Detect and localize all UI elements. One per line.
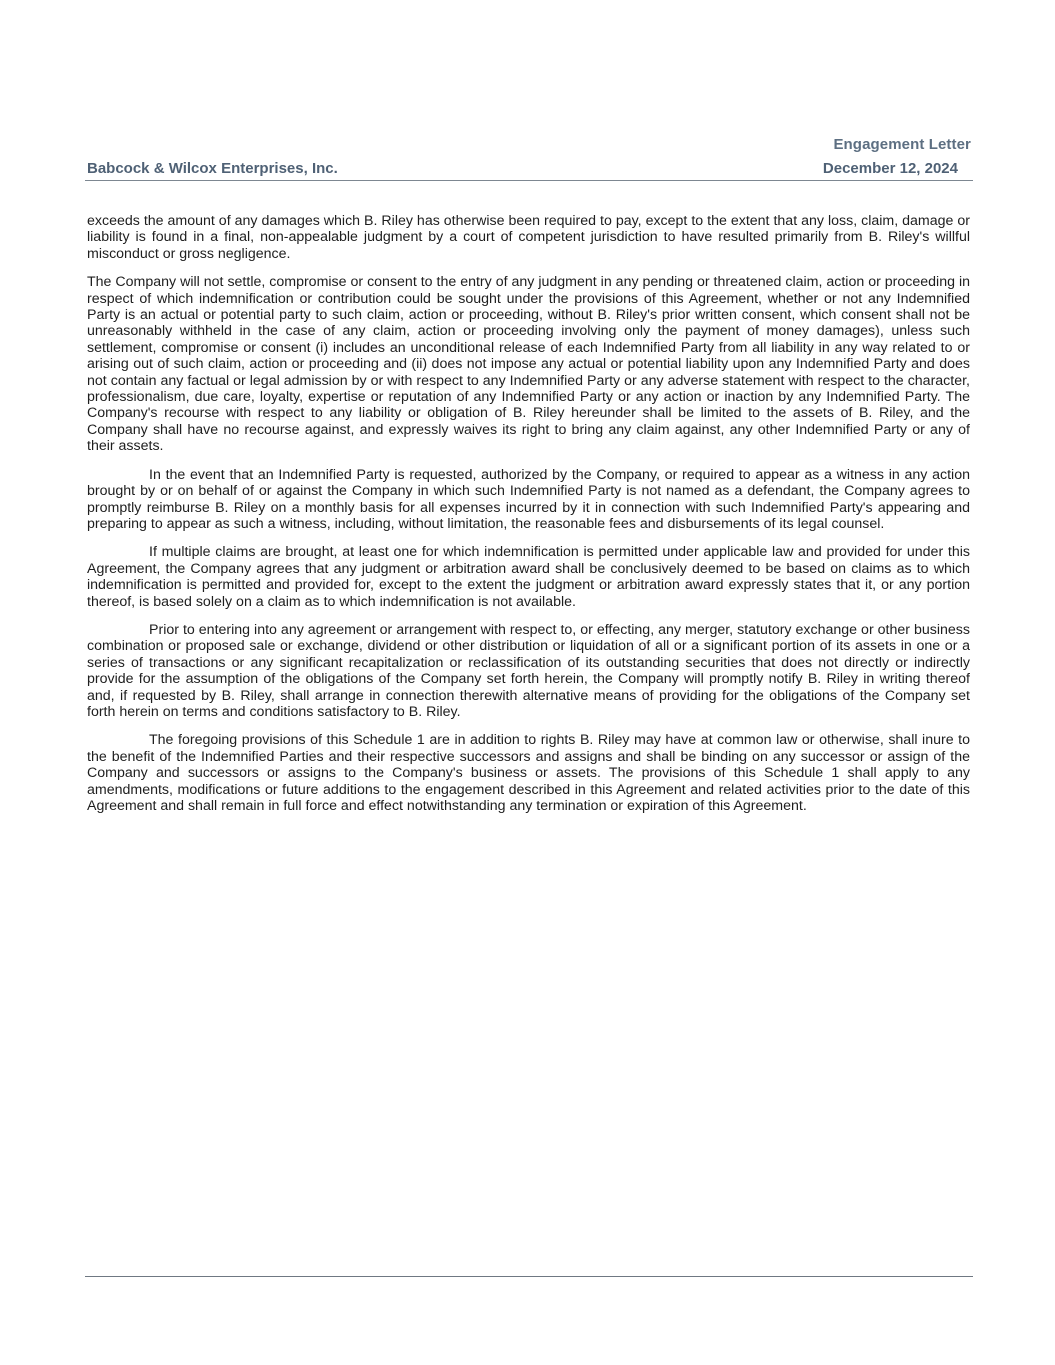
page-header <box>87 160 972 182</box>
paragraph: The Company will not settle, compromise or consent to the entry of any judgment in any pending or threatened claim, action or proceeding in respect of which indemnification or contribution could be sought under the provisions of this Agreement, whether or not any Indemnified Party is an actual or potential party to such claim, action or proceeding, without B. Riley's prior written consent, which consent shall not be unreasonably withheld in the case of any claim, action or proceeding involving only the payment of money damages), unless such settlement, compromise or consent (i) includes an unconditional release of each Indemnified Party from all liability in any way related to or arising out of such claim, action or proceeding and (ii) does not impose any actual or potential liability upon any Indemnified Party and does not contain any factual or legal admission by or with respect to any Indemnified Party or any adverse statement with respect to the character, professionalism, due care, loyalty, expertise or reputation of any Indemnified Party or any action or inaction by any Indemnified Party. The Company's recourse with respect to any liability or obligation of B. Riley hereunder shall be limited to the assets of B. Riley, and the Company shall have no recourse against, and expressly waives its right to bring any claim against, any other Indemnified Party or any of their assets. <box>87 274 970 455</box>
paragraph: Prior to entering into any agreement or arrangement with respect to, or effecting, any merger, statutory exchange or other business combination or proposed sale or exchange, dividend or other distribution or liquidation of all or a significant portion of its assets in one or a series of transactions or any significant recapitalization or reclassification of its outstanding securities that does not directly or indirectly provide for the assumption of the obligations of the Company set forth herein, the Company will promptly notify B. Riley in writing thereof and, if requested by B. Riley, shall arrange in connection therewith alternative means of providing for the obligations of the Company set forth herein on terms and conditions satisfactory to B. Riley. <box>87 621 970 720</box>
paragraph: If multiple claims are brought, at least one for which indemnification is permitted under applicable law and provided for under this Agreement, the Company agrees that any judgment or arbitration award shall be conclusively deemed to be based on claims as to which indemnification is permitted and provided for, except to the extent the judgment or arbitration award expressly states that it, or any portion thereof, is based solely on a claim as to which indemnification is not available. <box>87 544 970 610</box>
paragraph: exceeds the amount of any damages which B. Riley has otherwise been required to pay, except to the extent that any loss, claim, damage or liability is found in a final, non-appealable judgment by a court of competent jurisdiction to have resulted primarily from B. Riley's willful misconduct or gross negligence. <box>87 213 970 262</box>
paragraph: The foregoing provisions of this Schedule 1 are in addition to rights B. Riley may have at common law or otherwise, shall inure to the benefit of the Indemnified Parties and their respective successors and assigns and shall be binding on any successor or assign of the Company and successors or assigns to the Company's business or assets. The provisions of this Schedule 1 shall apply to any amendments, modifications or future additions to the engagement described in this Agreement and related activities prior to the date of this Agreement and shall remain in full force and effect notwithstanding any termination or expiration of this Agreement. <box>87 732 970 814</box>
footer-divider <box>85 1276 973 1277</box>
header-divider <box>85 180 973 181</box>
company-name: Babcock & Wilcox Enterprises, Inc. <box>87 160 338 177</box>
document-date: December 12, 2024 <box>822 160 958 177</box>
paragraph: In the event that an Indemnified Party is requested, authorized by the Company, or required to appear as a witness in any action brought by or on behalf of or against the Company in which such Indemnified Party is not named as a defendant, the Company agrees to promptly reimburse B. Riley on a monthly basis for all expenses incurred by it in connection with such Indemnified Party's appearing and preparing to appear as such a witness, including, without limitation, the reasonable fees and disbursements of its legal counsel. <box>87 466 970 532</box>
document-body <box>87 213 970 826</box>
document-type-label: Engagement Letter <box>833 136 971 153</box>
